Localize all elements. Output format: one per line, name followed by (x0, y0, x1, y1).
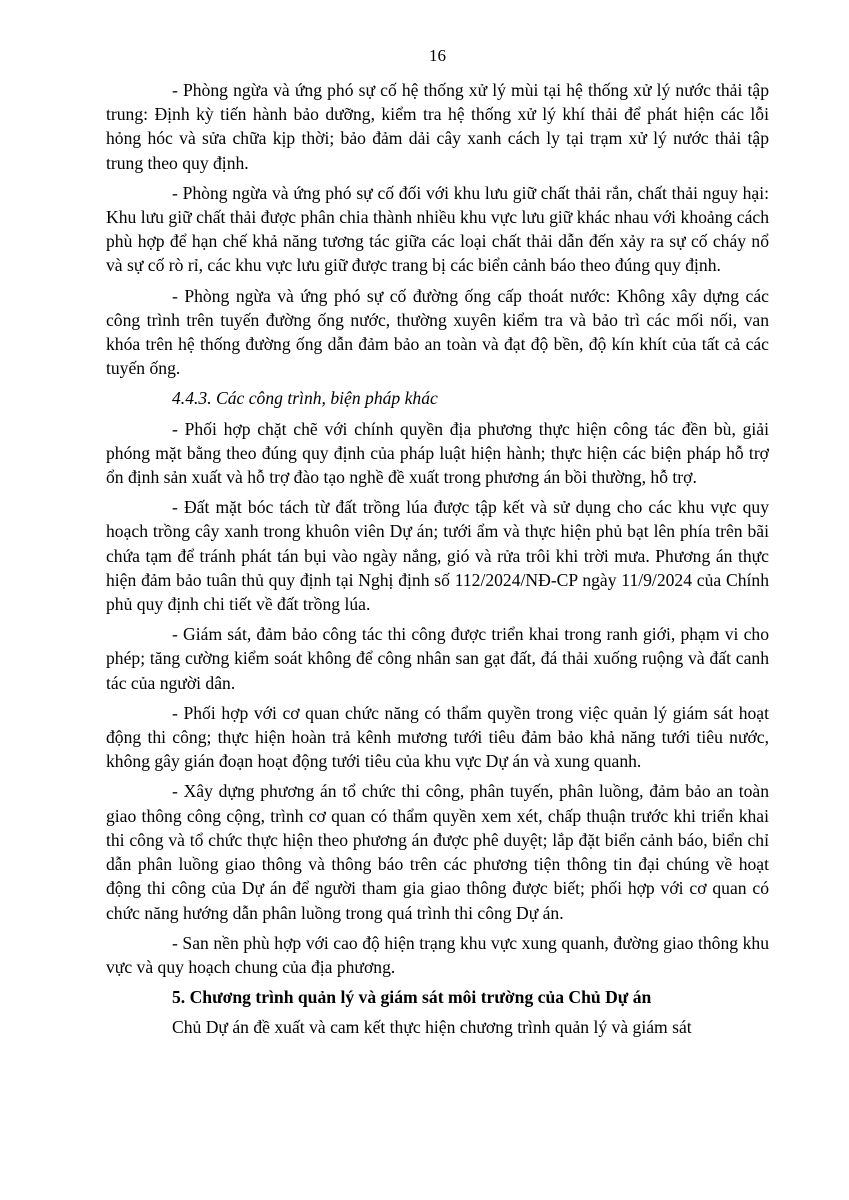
paragraph-compensation: - Phối hợp chặt chẽ với chính quyền địa phương thực hiện công tác đền bù, giải phóng mặt bằng theo đúng quy định của pháp luật hiện hành; thực hiện các biện pháp hỗ trợ ổn định sản xuất và hỗ trợ đào tạo nghề đề xuất trong phương án bồi thường, hỗ trợ. (106, 418, 769, 488)
section-subheading-4-4-3: 4.4.3. Các công trình, biện pháp khác (172, 388, 438, 409)
paragraph-site-leveling: - San nền phù hợp với cao độ hiện trạng khu vực xung quanh, đường giao thông khu vực và quy hoạch chung của địa phương. (106, 932, 769, 977)
section-heading-5: 5. Chương trình quản lý và giám sát môi trường của Chủ Dự án (172, 987, 652, 1008)
paragraph-water-pipeline: - Phòng ngừa và ứng phó sự cố đường ống cấp thoát nước: Không xây dựng các công trình trên tuyến đường ống nước, thường xuyên kiểm tra và bảo trì các mối nối, van khóa trên hệ thống đường ống dẫn đảm bảo an toàn và đạt độ bền, độ kín khít của tất cả các tuyến ống. (106, 285, 769, 379)
paragraph-supervision: - Giám sát, đảm bảo công tác thi công được triển khai trong ranh giới, phạm vi cho phép; tăng cường kiểm soát không để công nhân san gạt đất, đá thải xuống ruộng và đất canh tác của người dân. (106, 624, 769, 693)
page-content (106, 78, 769, 1046)
paragraph-waste-storage: - Phòng ngừa và ứng phó sự cố đối với khu lưu giữ chất thải rắn, chất thải nguy hại: Khu lưu giữ chất thải được phân chia thành nhiều khu vực lưu giữ khác nhau với khoảng cách phù hợp để hạn chế khả năng tương tác giữa các loại chất thải dẫn đến xảy ra sự cố cháy nổ và sự cố rò rỉ, các khu vực lưu giữ được trang bị các biển cảnh báo theo đúng quy định. (106, 182, 769, 276)
paragraph-odor-treatment: - Phòng ngừa và ứng phó sự cố hệ thống xử lý mùi tại hệ thống xử lý nước thải tập trung: Định kỳ tiến hành bảo dưỡng, kiểm tra hệ thống xử lý khí thải để phát hiện các lỗi hỏng hóc và sửa chữa kịp thời; bảo đảm dải cây xanh cách ly tại trạm xử lý nước thải tập trung theo quy định. (106, 80, 769, 173)
paragraph-irrigation: - Phối hợp với cơ quan chức năng có thẩm quyền trong việc quản lý giám sát hoạt động thi công; thực hiện hoàn trả kênh mương tưới tiêu đảm bảo khả năng tưới tiêu nước, không gây gián đoạn hoạt động tưới tiêu của khu vực Dự án và xung quanh. (106, 702, 769, 772)
paragraph-topsoil: - Đất mặt bóc tách từ đất trồng lúa được tập kết và sử dụng cho các khu vực quy hoạch trồng cây xanh trong khuôn viên Dự án; tưới ẩm và thực hiện phủ bạt lên phía trên bãi chứa tạm để tránh phát tán bụi vào ngày nắng, gió và rửa trôi khi trời mưa. Phương án thực hiện đảm bảo tuân thủ quy định tại Nghị định số 112/2024/NĐ-CP ngày 11/9/2024 của Chính phủ quy định chi tiết về đất trồng lúa. (106, 497, 769, 615)
page-number: 16 (429, 46, 446, 65)
paragraph-traffic-plan: - Xây dựng phương án tổ chức thi công, phân tuyến, phân luồng, đảm bảo an toàn giao thông công cộng, trình cơ quan có thẩm quyền xem xét, chấp thuận trước khi triển khai thi công và tổ chức thực hiện theo phương án được phê duyệt; lắp đặt biển cảnh báo, biển chỉ dẫn phân luồng giao thông và thông báo trên các phương tiện thông tin đại chúng về hoạt động thi công của Dự án để người tham gia giao thông được biết; phối hợp với cơ quan có chức năng hướng dẫn phân luồng trong quá trình thi công Dự án. (106, 781, 769, 923)
paragraph-program-intro: Chủ Dự án đề xuất và cam kết thực hiện chương trình quản lý và giám sát (172, 1017, 692, 1038)
